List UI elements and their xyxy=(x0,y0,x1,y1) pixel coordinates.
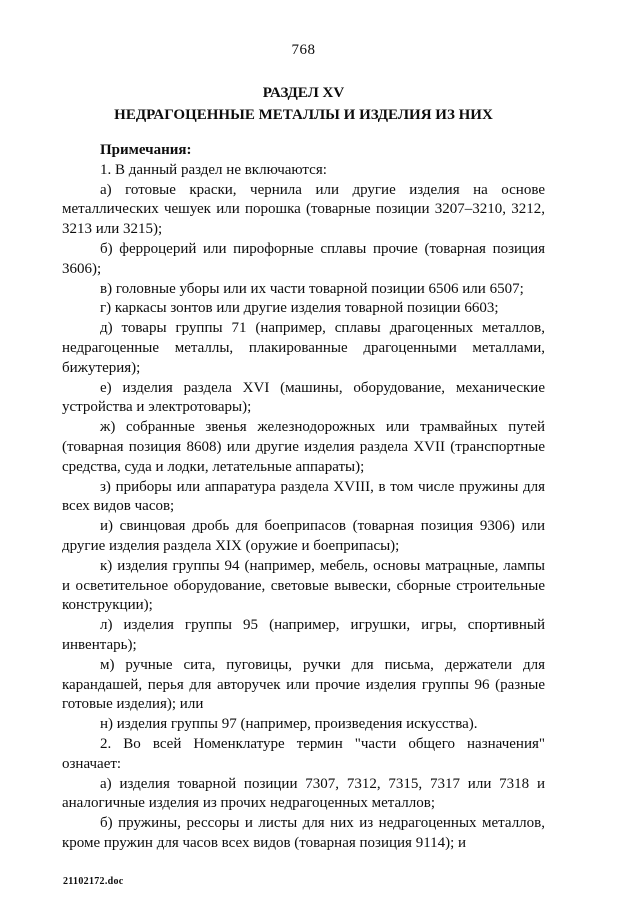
note-1-item-a: а) готовые краски, чернила или другие изделия на основе металлических чешуек или порошка (товарные позиции 3207–3210, 3212, 3213 или 3215); xyxy=(62,181,545,238)
document-body xyxy=(62,141,545,854)
note-1-item-k: к) изделия группы 94 (например, мебель, основы матрацные, лампы и осветительное оборудование, световые вывески, сборные строительные конструкции); xyxy=(62,557,545,614)
note-2-item-a: а) изделия товарной позиции 7307, 7312, 7315, 7317 или 7318 и аналогичные изделия из прочих недрагоценных металлов; xyxy=(62,775,545,812)
note-2-intro: 2. Во всей Номенклатуре термин "части общего назначения" означает: xyxy=(62,735,545,772)
section-title-line1: РАЗДЕЛ XV xyxy=(262,85,345,101)
note-1-item-d: д) товары группы 71 (например, сплавы драгоценных металлов, недрагоценные металлы, плакированные драгоценными металлами, бижутерия); xyxy=(62,320,545,376)
section-title xyxy=(62,82,545,126)
footer-filename: 21102172.doc xyxy=(63,876,124,887)
note-1-item-b: б) ферроцерий или пирофорные сплавы прочие (товарная позиция 3606); xyxy=(62,240,545,277)
note-1-item-m: м) ручные сита, пуговицы, ручки для письма, держатели для карандашей, перья для авторучек или прочие изделия группы 96 (разные готовые изделия); или xyxy=(62,656,545,713)
note-1-item-i: и) свинцовая дробь для боеприпасов (товарная позиция 9306) или другие изделия раздела XIX (оружие и боеприпасы); xyxy=(62,518,545,554)
note-1-item-l: л) изделия группы 95 (например, игрушки, игры, спортивный инвентарь); xyxy=(62,617,545,653)
note-1-intro: 1. В данный раздел не включаются: xyxy=(100,161,327,178)
note-2-item-b: б) пружины, рессоры и листы для них из недрагоценных металлов, кроме пружин для часов всех видов (товарная позиция 9114); и xyxy=(62,815,545,851)
note-1-item-z: з) приборы или аппаратура раздела XVIII, в том числе пружины для всех видов часов; xyxy=(62,478,545,515)
section-title-line2: НЕДРАГОЦЕННЫЕ МЕТАЛЛЫ И ИЗДЕЛИЯ ИЗ НИХ xyxy=(114,107,493,123)
note-1-item-zh: ж) собранные звенья железнодорожных или трамвайных путей (товарная позиция 8608) или другие изделия раздела XVII (транспортные средства, суда и лодки, летательные аппараты); xyxy=(62,419,545,475)
note-1-item-e: е) изделия раздела XVI (машины, оборудование, механические устройства и электротовары); xyxy=(62,379,545,416)
page-number: 768 xyxy=(291,42,316,58)
note-1-item-g: г) каркасы зонтов или другие изделия товарной позиции 6603; xyxy=(100,300,499,317)
note-1-item-v: в) головные уборы или их части товарной позиции 6506 или 6507; xyxy=(100,280,524,297)
note-1-item-n: н) изделия группы 97 (например, произведения искусства). xyxy=(100,716,478,733)
notes-heading: Примечания: xyxy=(100,142,192,158)
